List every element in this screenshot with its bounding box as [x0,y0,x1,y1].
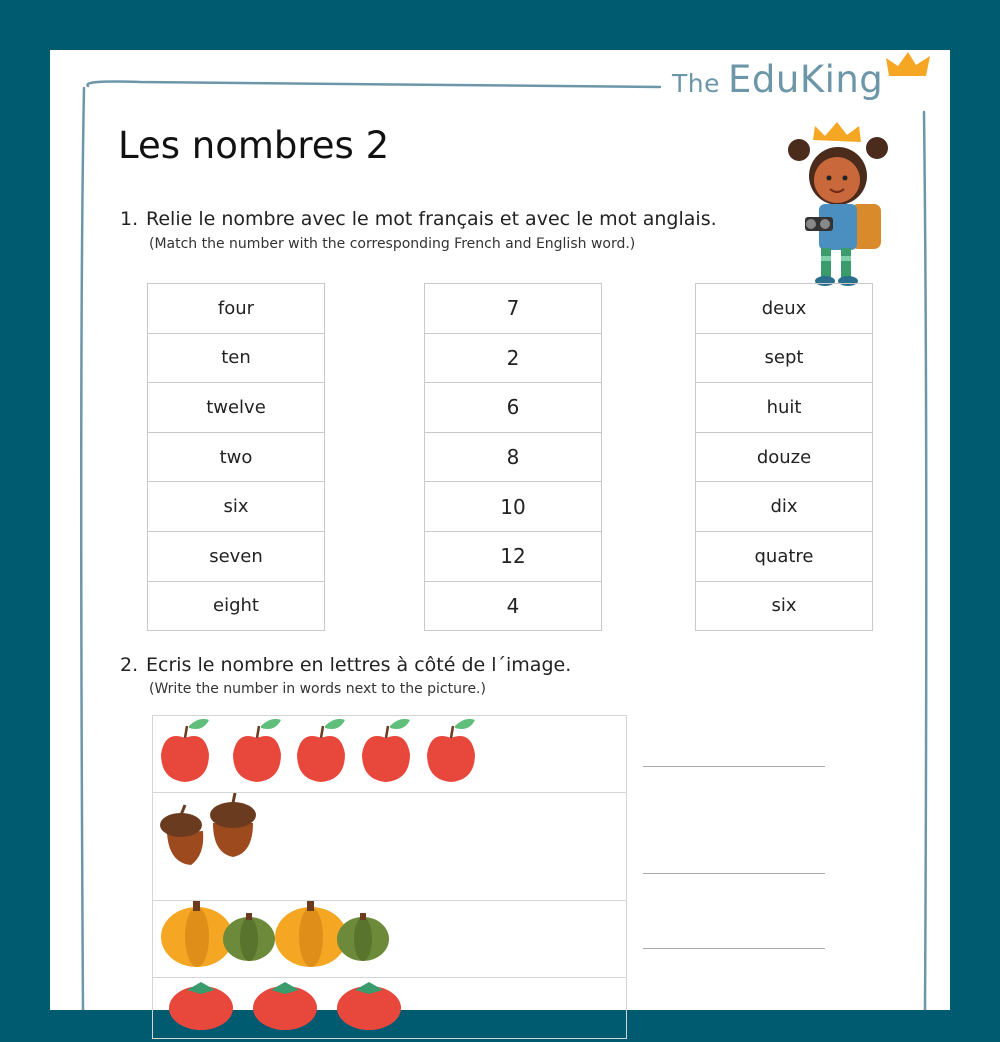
number-cell[interactable]: 6 [425,383,601,433]
answer-line-acorns[interactable] [643,873,825,874]
numbers-column [424,283,602,631]
exercise2-instruction [120,654,571,676]
french-word-cell[interactable]: deux [696,284,872,334]
crown-icon [884,50,934,80]
number-cell[interactable]: 12 [425,532,601,582]
answer-line-pumpkins[interactable] [643,948,825,949]
english-word-cell[interactable]: two [148,433,324,483]
pumpkins-picture [153,901,625,977]
brand-logo [672,58,883,101]
pumpkin-icon [223,913,275,961]
exercise1-number: 1. [120,208,139,230]
exercise2-translation: (Write the number in words next to the picture.) [149,681,486,697]
picture-table [152,715,627,1039]
tomato-icon [169,982,233,1030]
pumpkin-icon [337,913,389,961]
apple-icon [161,719,209,782]
tomato-icon [337,982,401,1030]
exercise1-translation: (Match the number with the corresponding French and English word.) [149,236,636,252]
french-word-cell[interactable]: quatre [696,532,872,582]
apple-icon [297,719,345,782]
acorns-row [153,793,626,901]
page-title: Les nombres 2 [118,124,390,167]
exercise2-text: Ecris le nombre en lettres à côté de l´image. [146,654,572,676]
english-word-cell[interactable]: six [148,482,324,532]
french-word-cell[interactable]: six [696,582,872,632]
tomatoes-picture [153,978,625,1038]
pumpkin-icon [275,901,347,967]
acorn-icon [210,793,256,857]
french-word-cell[interactable]: douze [696,433,872,483]
french-word-cell[interactable]: dix [696,482,872,532]
pumpkin-icon [161,901,233,967]
french-word-cell[interactable]: sept [696,334,872,384]
french-word-cell[interactable]: huit [696,383,872,433]
number-cell[interactable]: 7 [425,284,601,334]
exercise1-text: Relie le nombre avec le mot français et avec le mot anglais. [146,208,717,230]
english-word-cell[interactable]: twelve [148,383,324,433]
exercise2-number: 2. [120,654,139,676]
tomatoes-row [153,978,626,1039]
apples-picture [153,716,625,792]
english-word-cell[interactable]: seven [148,532,324,582]
apple-icon [427,719,475,782]
exercise1-instruction [120,208,717,230]
tomato-icon [253,982,317,1030]
pumpkins-row [153,901,626,978]
english-word-cell[interactable]: eight [148,582,324,632]
french-words-column [695,283,873,631]
apple-icon [362,719,410,782]
number-cell[interactable]: 2 [425,334,601,384]
number-cell[interactable]: 4 [425,582,601,632]
brand-name: EduKing [728,58,884,101]
apples-row [153,716,626,793]
apple-icon [233,719,281,782]
girl-illustration [785,120,895,290]
number-cell[interactable]: 10 [425,482,601,532]
brand-the: The [672,69,720,98]
english-word-cell[interactable]: ten [148,334,324,384]
acorns-picture [153,793,625,873]
answer-line-apples[interactable] [643,766,825,767]
number-cell[interactable]: 8 [425,433,601,483]
english-word-cell[interactable]: four [148,284,324,334]
english-words-column [147,283,325,631]
acorn-icon [160,805,203,865]
